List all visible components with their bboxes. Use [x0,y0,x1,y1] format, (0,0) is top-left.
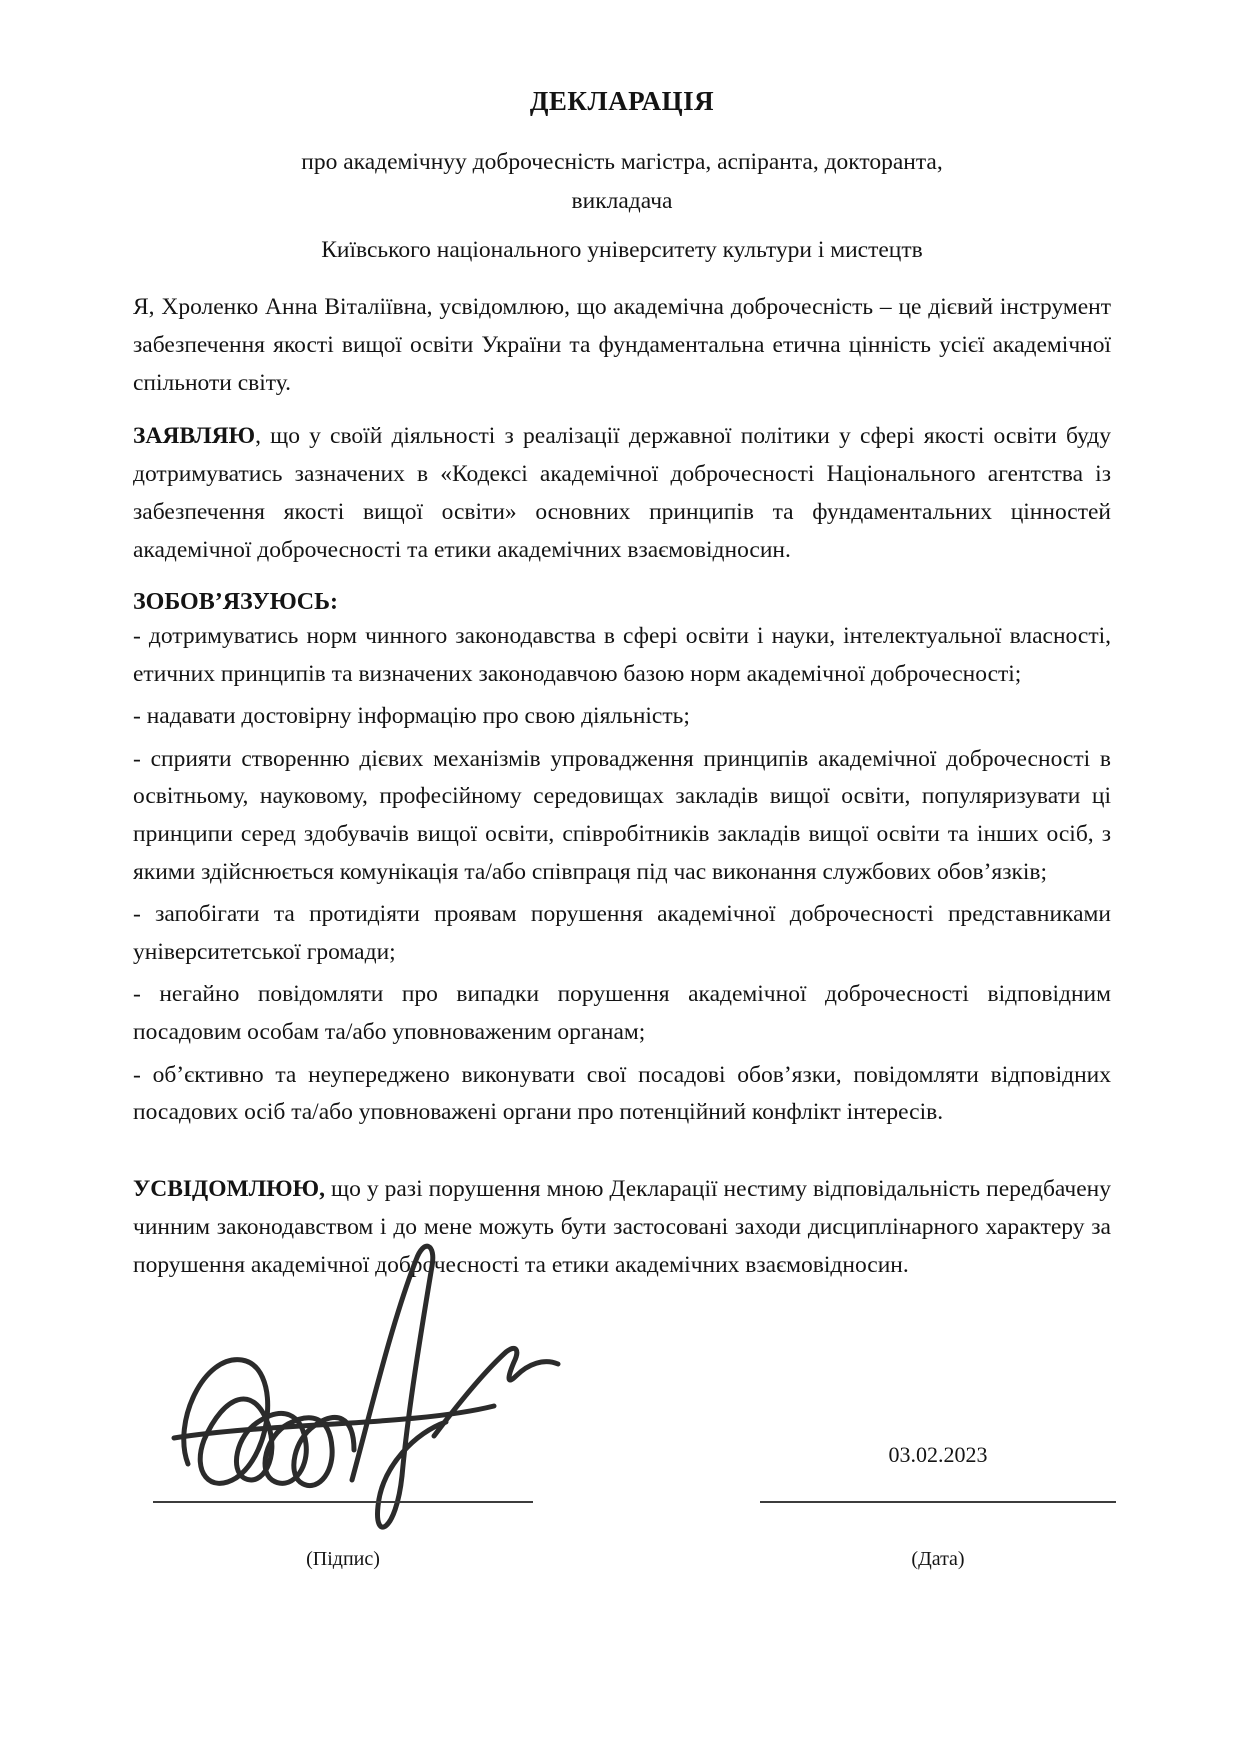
university-line: Київського національного університету культури і мистецтв [321,236,923,263]
document-subtitle [133,143,1111,221]
obligation-item: - надавати достовірну інформацію про свою діяльність; [133,703,690,730]
date-caption: (Дата) [911,1548,965,1570]
declare-text: , що у своїй діяльності з реалізації державної політики у сфері якості освіти буду дотримуватись зазначених в «Кодексі академічної доброчесності Національного агентства із забезпечення якості вищої освіти» основних принципів та фундаментальних цінностей академічної доброчесності та етики академічних взаємовідносин. [133,422,1111,563]
declare-lead: ЗАЯВЛЯЮ [133,422,256,449]
declaration-document [133,86,1111,1299]
date-value: 03.02.2023 [888,1442,988,1467]
date-line [760,1501,1116,1503]
obligation-item: - дотримуватись норм чинного законодавства в сфері освіти і науки, інтелектуальної власності, етичних принципів та визначених законодавчою базою норм академічної доброчесності; [133,622,1111,687]
obligations-heading: ЗОБОВ’ЯЗУЮСЬ: [133,588,338,615]
signature-line [153,1501,533,1503]
subtitle-line-2: викладача [571,187,673,214]
obligation-item: - сприяти створенню дієвих механізмів упровадження принципів академічної доброчесності в освітньому, науковому, професійному середовищах закладів вищої освіти, популяризувати ці принципи серед здобувачів вищої освіти, співробітників закладів вищої освіти та інших осіб, з якими здійснюється комунікація та/або співпраця під час виконання службових обов’язків; [133,745,1111,885]
subtitle-line-1: про академічнуу доброчесність магістра, аспіранта, докторанта, [301,149,943,175]
obligation-item: - запобігати та протидіяти проявам порушення академічної доброчесності представниками університетської громади; [133,901,1111,965]
document-title: ДЕКЛАРАЦІЯ [529,86,715,116]
obligation-item: - об’єктивно та неупереджено виконувати свої посадові обов’язки, повідомляти відповідних посадових осіб та/або уповноважені органи про потенційний конфлікт інтересів. [133,1061,1111,1126]
handwritten-signature-image [146,1226,616,1552]
acknowledge-lead: УСВІДОМЛЮЮ, [133,1175,325,1202]
declare-paragraph [133,417,1111,569]
intro-paragraph: Я, Хроленко Анна Віталіївна, усвідомлюю, що академічна доброчесність – це дієвий інструмент забезпечення якості вищої освіти України та фундаментальна етична цінність усієї академічної спільноти світу. [133,293,1111,396]
obligation-item: - негайно повідомляти про випадки порушення академічної доброчесності відповідним посадовим особам та/або уповноваженим органам; [133,981,1111,1045]
acknowledge-text: що у разі порушення мною Декларації нестиму відповідальність передбачену чинним законодавством і до мене можуть бути застосовані заходи дисциплінарного характеру за порушення академічної доброчесності та етики академічних взаємовідносин. [133,1175,1111,1278]
signature-caption: (Підпис) [306,1548,380,1570]
